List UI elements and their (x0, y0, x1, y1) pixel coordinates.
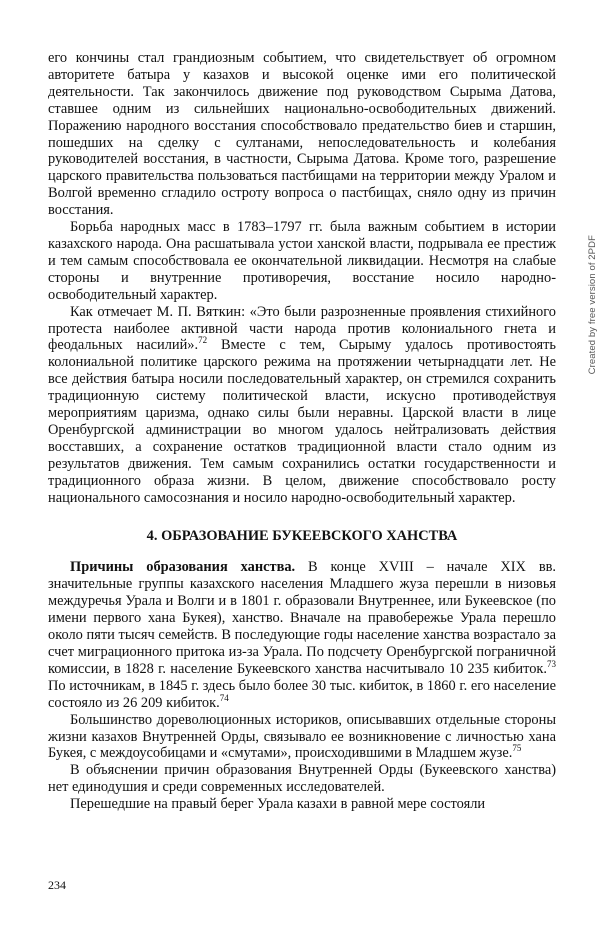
watermark: Created by free version of 2PDF (587, 235, 598, 375)
section-paragraph-1-part-a: В конце XVIII – начале XIX вв. значительные группы казахского населения Младшего жуза перешли в низовья междуречья Урала и Волги и в 1801 г. образовали Внутреннее, или Букеевское (по имени первого хана Букея), ханство. Вначале на правобережье Урала перешло около пяти тысяч семейств. В последующие годы население ханства возрастало за счет миграционного притока из-за Урала. По подсчету Оренбургской пограничной комиссии, в 1828 г. население Букеевского ханства насчитывало 10 235 кибиток. (48, 559, 557, 677)
page-number: 234 (48, 878, 66, 892)
paragraph-3-part-b: Вместе с тем, Сырыму удалось противостоять колониальной политике царского режима на протяжении четырнадцати лет. Не все действия батыра носили последовательный характер, он стремился сохранить традиционную систему политической власти, искусно противодействуя мероприятиям царизма, однако силы были неравны. Царской власти в лице Оренбургской администрации во многом удалось нейтрализовать действия восставших, а сохранение остатков традиционной власти стало одним из результатов движения. Тем самым сохранились остатки государственности и традиционного образа жизни. В целом, движение способствовало росту национального самосознания и носило народно-освободительный характер. (48, 337, 556, 506)
section-paragraph-2-text: Большинство дореволюционных историков, описывавших отдельные стороны жизни казахов Внутренней Орды, связывало ее возникновение с личностью хана Букея, с междоусобицами и «смутами», происходившими в Младшем жузе. (48, 711, 556, 762)
footnote-ref-74: 74 (219, 692, 229, 703)
footnote-ref-73: 73 (547, 659, 556, 670)
paragraph-1: его кончины стал грандиозным событием, что свидетельствует об огромном авторитете батыра у казахов и высокой оценке ими его политической деятельности. Так закончилось движение под руководством Сырыма Датова, ставшее одним из сильнейших национально-освободительных движений. Поражению народного восстания способствовало предательство биев и старшин, пошедших на сделку с султанами, непоследовательность и колебания руководителей восстания, в частности, Сырыма Датова. Кроме того, разрешение царского правительства пользоваться пастбищами на территории между Уралом и Волгой временно сгладило остроту вопроса о пастбищах, сняло одну из причин восстания. (48, 50, 556, 219)
section-lead-title: Причины образования ханства. (70, 559, 296, 576)
section-paragraph-1 (48, 559, 556, 711)
section-paragraph-3: В объяснении причин образования Внутренней Орды (Букеевского ханства) нет единодушия и среди современных исследователей. (48, 762, 556, 796)
paragraph-2: Борьба народных масс в 1783–1797 гг. была важным событием в истории казахского народа. Она расшатывала устои ханской власти, подрывала ее престиж и тем самым способствовала ее окончательной ликвидации. Несмотря на слабые стороны и внутренние противоречия, восстание носило народно-освободительный характер. (48, 219, 556, 303)
section-paragraph-1-part-b: По источникам, в 1845 г. здесь было более 30 тыс. кибиток, в 1860 г. его население состояло из 26 209 кибиток. (48, 677, 556, 711)
section-heading: 4. ОБРАЗОВАНИЕ БУКЕЕВСКОГО ХАНСТВА (146, 528, 458, 545)
page-body (48, 50, 556, 813)
section-paragraph-4: Перешедшие на правый берег Урала казахи в равной мере состояли (70, 796, 486, 813)
section-paragraph-2 (48, 712, 556, 763)
paragraph-3 (48, 304, 556, 507)
footnote-ref-72: 72 (198, 335, 208, 346)
paragraph-3-part-a: Как отмечает М. П. Вяткин: «Это были разрозненные проявления стихийного протеста наиболее активной части народа против колониального гнета и феодальных насилий». (48, 303, 556, 354)
footnote-ref-75: 75 (512, 743, 522, 754)
